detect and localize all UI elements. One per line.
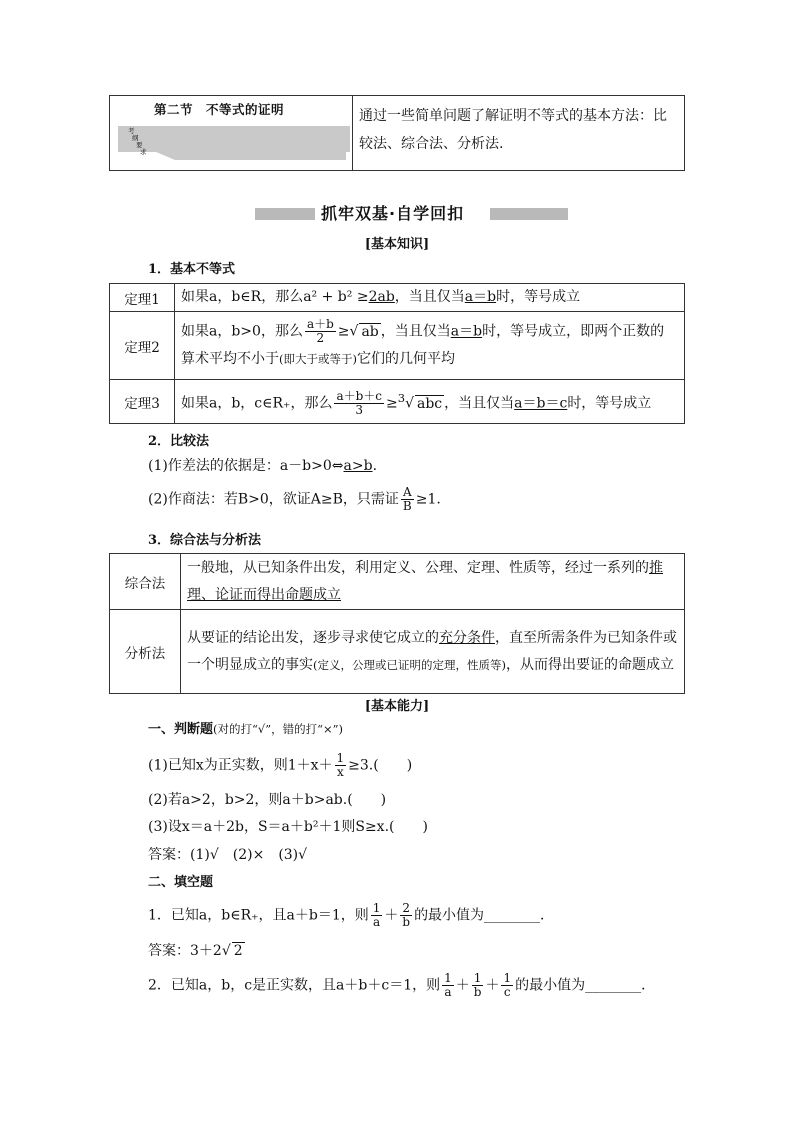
requirement-text: 通过一些简单问题了解证明不等式的基本方法：比较法、综合法、分析法. [353, 96, 685, 171]
fraction: $\frac{A}{B}$ [402, 485, 412, 513]
table-row [110, 380, 685, 424]
judge-question-3: (3)设x＝a＋2b，S＝a＋b²＋1则S≥x.( ) [148, 819, 428, 835]
part1-heading: 一、判断题(对的打“√”，错的打“×”) [148, 722, 343, 737]
judge-question-1: (1)已知x为正实数，则1＋x＋ $\frac{1}{x}$ ≥3.( ) [148, 751, 413, 779]
theorem-body: 如果a，b>0，那么 $\frac{a+b}{2}$ ≥√ ab ，当且仅当a＝b时，等号成立，即两个正数的算术平均不小于(即大于或等于)它们的几何平均 [175, 312, 685, 380]
fill-question-2: 2．已知a，b，c是正实数，且a＋b＋c＝1，则 $\frac{1}{a}$ ＋ $\frac{1}{b}$ ＋ $\frac{1}{c}$ 的最小值为________． [148, 971, 656, 999]
theorem-key: 定理1 [110, 284, 175, 312]
header-left-cell [110, 96, 353, 171]
fraction: $\frac{1}{a}$ [444, 971, 452, 999]
theorem-key: 定理2 [110, 312, 175, 380]
theorem-key: 定理3 [110, 380, 175, 424]
theorem-table [109, 283, 685, 424]
fraction: $\frac{a+b+c}{3}$ [336, 389, 383, 418]
judge-question-2: (2)若a>2，b>2，则a＋b>ab.( ) [148, 792, 387, 808]
header-table [109, 95, 685, 171]
compare-item-2: (2)作商法：若B>0，欲证A≥B，只需证 $\frac{A}{B}$ ≥1. [148, 485, 441, 513]
section-title: 第二节 不等式的证明 [154, 102, 285, 117]
fraction: $\frac{a+b}{2}$ [306, 317, 334, 346]
table-row [110, 610, 685, 694]
table-row [110, 312, 685, 380]
fraction: $\frac{2}{b}$ [402, 901, 411, 929]
table-row [110, 554, 685, 610]
compare-item-1: (1)作差法的依据是：a－b>0⇔a>b. [148, 458, 378, 474]
header-grey-band [118, 126, 350, 152]
part2-heading: 二、填空题 [148, 875, 214, 890]
fraction: $\frac{1}{a}$ [372, 901, 381, 929]
fill-answer-1: 答案：3＋2√ 2 [148, 943, 243, 959]
fraction: $\frac{1}{c}$ [503, 971, 512, 999]
method-body: 从要证的结论出发，逐步寻求使它成立的充分条件，直至所需条件为已知条件或一个明显成立的事实(定义，公理或已证明的定理，性质等)，从而得出要证的命题成立 [181, 610, 685, 694]
section2-heading: 2．比较法 [148, 434, 210, 449]
fill-question-1: 1．已知a，b∈R₊，且a＋b＝1，则 $\frac{1}{a}$ ＋ $\frac{2}{b}$ 的最小值为________． [148, 901, 555, 929]
basic-knowledge-label: [基本知识] [364, 237, 430, 252]
header-grey-band-lower [156, 152, 346, 160]
method-table [109, 553, 685, 694]
judge-answer: 答案：(1)√ (2)× (3)√ [148, 847, 308, 863]
table-row [110, 284, 685, 312]
banner-right-bar [490, 208, 568, 220]
banner-title: 抓牢双基·自学回扣 [321, 204, 465, 223]
method-key: 分析法 [110, 610, 181, 694]
method-body: 一般地，从已知条件出发，利用定义、公理、定理、性质等，经过一系列的推理、论证而得出命题成立 [181, 554, 685, 610]
vertical-label: 考 纲 要 求 [128, 127, 147, 156]
theorem-body: 如果a，b∈R，那么a² + b² ≥2ab，当且仅当a＝b时，等号成立 [175, 284, 685, 312]
theorem-body: 如果a，b，c∈R₊，那么 $\frac{a+b+c}{3}$ ≥$^3$√ abc ，当且仅当a＝b＝c时，等号成立 [175, 380, 685, 424]
section1-heading: 1．基本不等式 [148, 262, 236, 277]
method-key: 综合法 [110, 554, 181, 610]
basic-ability-label: [基本能力] [364, 699, 430, 714]
section3-heading: 3．综合法与分析法 [148, 533, 262, 548]
fraction: $\frac{1}{b}$ [473, 971, 482, 999]
banner-left-bar [255, 208, 315, 220]
fraction: $\frac{1}{x}$ [336, 751, 345, 779]
